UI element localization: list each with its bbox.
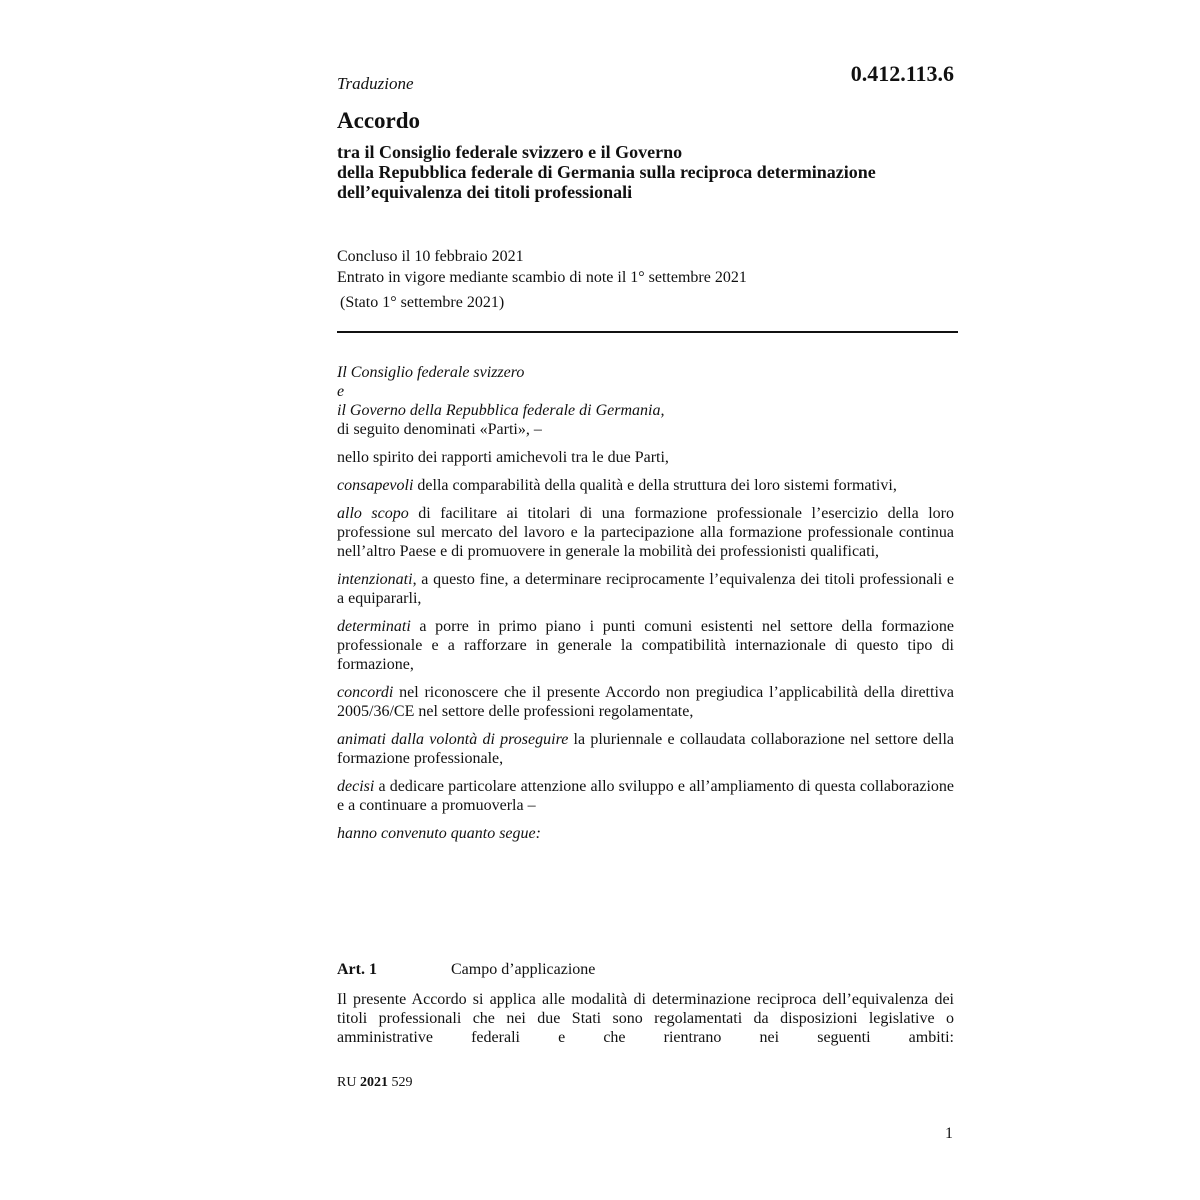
parties-definition: di seguito denominati «Parti», – [337,421,542,438]
document-title: Accordo [337,108,421,133]
entry-into-force: Entrato in vigore mediante scambio di note il 1° settembre 2021 [337,269,747,286]
clause-lead: determinati [337,618,411,635]
preamble-scopo [337,504,954,561]
article-1-heading [337,961,954,979]
document-subtitle [337,142,957,202]
clause-lead: animati dalla volontà di proseguire [337,731,569,748]
clause-lead: allo scopo [337,505,409,522]
ru-year: 2021 [359,1075,388,1090]
preamble [337,363,954,843]
article-title: Campo d’applicazione [451,961,596,978]
sr-number: 0.412.113.6 [850,61,954,86]
clause-text: a porre in primo piano i punti comuni esistenti nel settore della formazione professionale e a rafforzare in generale la compatibilità internazionale di questo tipo di formazione, [337,618,954,673]
party-conjunction: e [337,383,345,400]
ru-prefix: RU [337,1075,357,1090]
clause-text: nel riconoscere che il presente Accordo non pregiudica l’applicabilità della direttiva 2005/36/CE nel settore delle professioni regolamentate, [337,684,954,720]
subtitle-line: tra il Consiglio federale svizzero e il Governo [337,142,683,162]
clause-lead: decisi [337,778,375,795]
subtitle-line: della Repubblica federale di Germania sulla reciproca determinazione [337,162,876,182]
ru-reference [337,1075,412,1091]
horizontal-divider [337,331,958,333]
party-germany: il Governo della Repubblica federale di Germania, [337,402,665,419]
clause-text: della comparabilità della qualità e della struttura dei loro sistemi formativi, [413,477,897,494]
preamble-decisi [337,777,954,815]
preamble-consapevoli [337,476,954,495]
translation-label: Traduzione [337,74,414,93]
article-1-text: Il presente Accordo si applica alle modalità di determinazione reciproca dell’equivalenza dei titoli professionali che nei due Stati sono regolamentati da disposizioni legislative o amministrative federali e che rientrano nei seguenti ambiti: [337,991,954,1046]
ru-page: 529 [391,1075,413,1090]
clause-text: , a questo fine, a determinare reciprocamente l’equivalenza dei titoli professionali e a equipararli, [337,571,954,607]
clause-lead: concordi [337,684,394,701]
preamble-animati [337,730,954,768]
clause-text: di facilitare ai titolari di una formazione professionale l’esercizio della loro professione sul mercato del lavoro e la partecipazione alla formazione professionale continua nell’altro Paese e di promuovere in generale la mobilità dei professionisti qualificati, [337,505,955,560]
status-date: (Stato 1° settembre 2021) [340,294,505,311]
clause-lead: consapevoli [337,477,414,494]
conclusion-metadata [337,246,747,313]
clause-lead: intenzionati [337,571,413,588]
party-swiss: Il Consiglio federale svizzero [337,364,525,381]
clause-text: la pluriennale e collaudata collaborazione nel settore della formazione professionale, [337,731,954,767]
preamble-spirit: nello spirito dei rapporti amichevoli tra le due Parti, [337,449,669,466]
subtitle-line: dell’equivalenza dei titoli professionali [337,182,633,202]
preamble-intenzionati [337,570,954,608]
article-number: Art. 1 [337,961,377,978]
preamble-conclusion: hanno convenuto quanto segue: [337,825,541,842]
preamble-determinati [337,617,954,674]
page-number: 1 [945,1125,953,1142]
preamble-concordi [337,683,954,721]
concluded-date: Concluso il 10 febbraio 2021 [337,248,524,265]
clause-text: a dedicare particolare attenzione allo sviluppo e all’ampliamento di questa collaborazione e a continuare a promuoverla – [337,778,954,814]
